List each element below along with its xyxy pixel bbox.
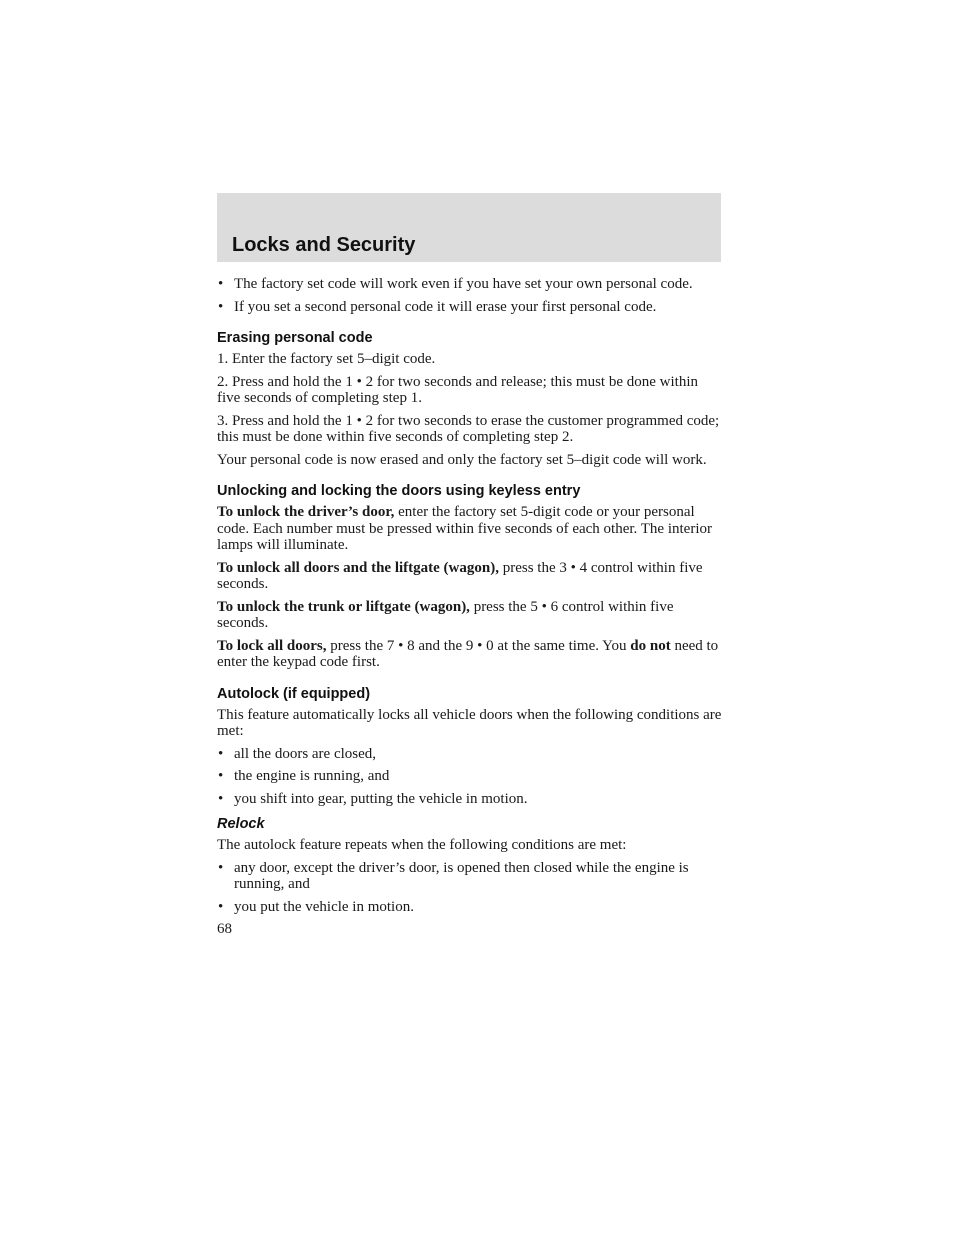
lock-all-doors-lead: To lock all doors,	[217, 637, 327, 654]
erasing-note: Your personal code is now erased and only the factory set 5–digit code will work.	[217, 451, 707, 468]
list-item-text: you shift into gear, putting the vehicle in motion.	[234, 790, 528, 807]
lock-all-doors-emphasis: do not	[630, 637, 671, 654]
unlock-trunk-lead: To unlock the trunk or liftgate (wagon),	[217, 598, 470, 615]
unlock-driver-door-paragraph	[217, 504, 723, 554]
list-item	[217, 746, 723, 763]
unlock-trunk-text: press the 5 • 6 control within five seconds.	[217, 598, 674, 631]
section-header	[217, 193, 721, 262]
keyless-heading: Unlocking and locking the doors using keyless entry	[217, 483, 581, 499]
relock-bullet-list	[217, 860, 723, 916]
list-item	[217, 768, 723, 785]
bullet-icon: •	[218, 745, 224, 762]
relock-heading: Relock	[217, 816, 265, 832]
list-item-text: you put the vehicle in motion.	[234, 898, 414, 915]
bullet-icon: •	[218, 859, 224, 876]
list-item-text: any door, except the driver’s door, is opened then closed while the engine is running, and	[234, 859, 689, 892]
erasing-step-2: 2. Press and hold the 1 • 2 for two seconds and release; this must be done within five seconds of completing step 1.	[217, 373, 699, 406]
list-item	[217, 276, 723, 293]
list-item-text: If you set a second personal code it will erase your first personal code.	[234, 298, 657, 315]
unlock-driver-door-text: enter the factory set 5-digit code or your personal code. Each number must be pressed within five seconds of each other. The interior lamps will illuminate.	[217, 504, 712, 553]
bullet-icon: •	[218, 898, 224, 915]
erasing-heading: Erasing personal code	[217, 330, 373, 346]
lock-all-doors-text: press the 7 • 8 and the 9 • 0 at the same time. You	[326, 637, 631, 654]
lock-all-doors-text-end: need to enter the keypad code first.	[217, 637, 719, 670]
unlock-driver-door-lead: To unlock the driver’s door,	[217, 504, 395, 520]
unlock-all-doors-text: press the 3 • 4 control within five seconds.	[217, 559, 703, 592]
intro-bullet-list	[217, 276, 723, 315]
lock-all-doors-paragraph	[217, 638, 723, 671]
unlock-all-doors-paragraph	[217, 560, 723, 593]
bullet-icon: •	[218, 790, 224, 807]
bullet-icon: •	[218, 768, 224, 784]
list-item	[217, 899, 723, 916]
erasing-step-1: 1. Enter the factory set 5–digit code.	[217, 351, 436, 367]
bullet-icon: •	[218, 276, 224, 292]
autolock-intro: This feature automatically locks all vehicle doors when the following conditions are met:	[217, 706, 722, 739]
erasing-step-3: 3. Press and hold the 1 • 2 for two seconds to erase the customer programmed code; this must be done within five seconds of completing step 2.	[217, 412, 720, 445]
list-item	[217, 860, 723, 893]
list-item-text: The factory set code will work even if you have set your own personal code.	[234, 276, 693, 292]
list-item	[217, 791, 723, 808]
section-title: Locks and Security	[232, 234, 416, 256]
bullet-icon: •	[218, 298, 224, 315]
unlock-all-doors-lead: To unlock all doors and the liftgate (wagon),	[217, 559, 499, 576]
list-item	[217, 299, 723, 316]
unlock-trunk-paragraph	[217, 599, 723, 632]
list-item-text: all the doors are closed,	[234, 745, 377, 762]
autolock-bullet-list	[217, 746, 723, 808]
page-content	[217, 276, 723, 938]
page-number: 68	[217, 921, 232, 937]
relock-intro: The autolock feature repeats when the following conditions are met:	[217, 837, 627, 853]
list-item-text: the engine is running, and	[234, 768, 390, 784]
autolock-heading: Autolock (if equipped)	[217, 685, 371, 702]
